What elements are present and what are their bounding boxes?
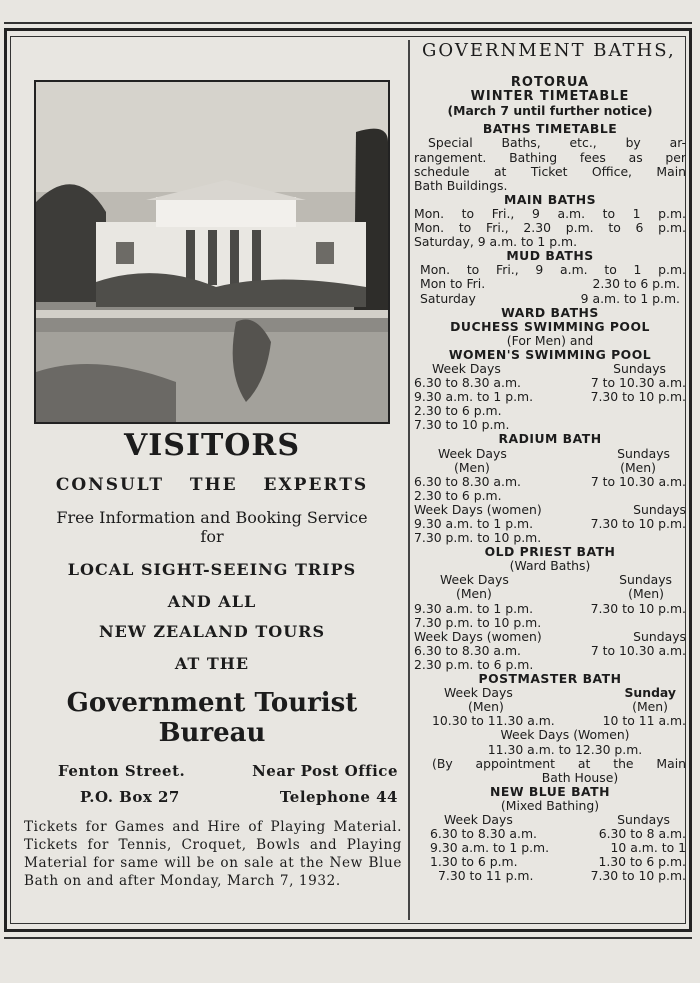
col-sub: (Men) [632, 699, 668, 715]
and-all: AND ALL [167, 592, 257, 611]
mud-baths-title: MUD BATHS [506, 248, 594, 264]
special-line-3: schedule at Ticket Office, Main [414, 163, 686, 179]
new-blue-weekday: 7.30 to 11 p.m. [438, 868, 534, 884]
col-sub: (Men) [456, 586, 492, 602]
pool-weekday: 2.30 to 6 p.m. [414, 403, 502, 419]
bureau-line-2: Bureau [158, 718, 266, 748]
new-blue-sub: (Mixed Bathing) [500, 797, 600, 813]
top-rule [4, 22, 692, 24]
new-blue-weekday: 9.30 a.m. to 1 p.m. [430, 840, 550, 856]
free-information: Free Information and Booking Service [56, 508, 368, 527]
new-blue-sunday: 7.30 to 10 p.m. [590, 868, 686, 884]
visitors-heading: VISITORS [123, 428, 301, 463]
main-baths-row: Mon. to Fri., 2.30 p.m. to 6 p.m. [414, 220, 686, 236]
duchess-pool-title: DUCHESS SWIMMING POOL [450, 318, 650, 334]
col-head: Week Days (women) [414, 501, 542, 517]
for-men-and: (For Men) and [506, 332, 594, 348]
column-divider [408, 40, 410, 920]
old-priest-weekday: 9.30 a.m. to 1 p.m. [414, 600, 534, 616]
new-blue-weekday: 1.30 to 6 p.m. [430, 854, 518, 870]
radium-bath-title: RADIUM BATH [498, 431, 602, 447]
new-blue-sunday: 10 a.m. to 1 [610, 840, 686, 856]
col-head: Sunday [624, 685, 676, 701]
col-head: Sundays [633, 501, 686, 517]
tickets-notice: Tickets for Games and Hire of Playing Material. Tickets for Tennis, Croquet, Bowls and Playing Material for same will be on sale at the New Blue Bath on and after Monday, March 7, 1932. [24, 819, 402, 889]
pool-sunday: 7.30 to 10 p.m. [590, 389, 686, 405]
location: ROTORUA [510, 75, 590, 91]
col-head: Sundays [613, 360, 666, 376]
special-line-1: Special Baths, etc., by ar- [428, 135, 686, 151]
col-head: Sundays [617, 811, 670, 827]
mud-days: Saturday [420, 290, 476, 306]
new-blue-title: NEW BLUE BATH [490, 783, 610, 799]
baths-timetable [414, 40, 686, 884]
radium-weekday: 6.30 to 8.30 a.m. [414, 473, 521, 489]
col-head: Week Days [440, 572, 509, 588]
radium-sunday: 7 to 10.30 a.m. [590, 473, 686, 489]
radium-women-weekday: 9.30 a.m. to 1 p.m. [414, 516, 534, 531]
special-line-2: rangement. Bathing fees as per [414, 149, 686, 165]
mud-hours: 9 a.m. to 1 p.m. [580, 290, 680, 306]
po-box: P.O. Box 27 [80, 788, 180, 806]
col-head: Sundays [633, 628, 686, 644]
old-priest-weekday: 7.30 p.m. to 10 p.m. [414, 614, 542, 630]
notice: (March 7 until further notice) [447, 103, 653, 119]
radium-women-sunday: 7.30 to 10 p.m. [590, 516, 686, 531]
postmaster-weekday: 10.30 to 11.30 a.m. [432, 713, 555, 729]
old-priest-title: OLD PRIEST BATH [484, 544, 616, 560]
winter-timetable: WINTER TIMETABLE [470, 89, 630, 105]
for-text: for [200, 527, 224, 546]
col-head: Week Days [438, 445, 507, 461]
mud-days: Mon to Fri. [420, 276, 486, 292]
main-baths-title: MAIN BATHS [503, 191, 597, 207]
new-blue-weekday: 6.30 to 8.30 a.m. [430, 826, 537, 842]
old-priest-sub: (Ward Baths) [509, 558, 591, 574]
pool-weekday: 9.30 a.m. to 1 p.m. [414, 389, 534, 405]
consult-experts: CONSULT THE EXPERTS [55, 475, 369, 495]
pool-weekday: 6.30 to 8.30 a.m. [414, 375, 521, 391]
new-blue-sunday: 6.30 to 8 a.m. [598, 826, 686, 842]
bottom-rule [4, 937, 692, 939]
main-baths-row: Saturday, 9 a.m. to 1 p.m. [414, 234, 578, 250]
special-line-4: Bath Buildings. [414, 177, 508, 193]
col-sub: (Men) [628, 586, 664, 602]
col-sub: (Men) [454, 459, 490, 475]
postmaster-sunday: 10 to 11 a.m. [602, 713, 686, 729]
main-baths-row: Mon. to Fri., 9 a.m. to 1 p.m. [414, 205, 686, 221]
bureau-address [58, 762, 408, 814]
col-head: Week Days [444, 685, 513, 701]
postmaster-title: POSTMASTER BATH [478, 671, 622, 687]
col-head: Sundays [619, 572, 672, 588]
postmaster-women-head: Week Days (Women) [500, 727, 630, 743]
mud-hours: 2.30 to 6 p.m. [592, 276, 680, 292]
address-street: Fenton Street. [58, 762, 186, 780]
telephone: Telephone 44 [279, 788, 398, 806]
new-blue-sunday: 1.30 to 6 p.m. [598, 854, 686, 870]
radium-women-weekday: 7.30 p.m. to 10 p.m. [414, 530, 542, 546]
old-priest-women-weekday: 6.30 to 8.30 a.m. [414, 642, 521, 658]
col-sub: (Men) [468, 699, 504, 715]
old-priest-women-weekday: 2.30 p.m. to 6 p.m. [414, 656, 534, 672]
postmaster-women-row: 11.30 a.m. to 12.30 p.m. [487, 741, 643, 757]
bureau-name [20, 688, 404, 748]
at-the: AT THE [174, 654, 250, 673]
mud-baths-row: Mon. to Fri., 9 a.m. to 1 p.m. [420, 262, 686, 278]
masthead: GOVERNMENT BATHS, [422, 40, 676, 61]
old-priest-women-sunday: 7 to 10.30 a.m. [590, 642, 686, 658]
bath-house-photo [34, 80, 390, 424]
col-head: Sundays [617, 445, 670, 461]
nz-tours: NEW ZEALAND TOURS [98, 622, 326, 641]
col-sub: (Men) [620, 459, 656, 475]
col-head: Week Days (women) [414, 628, 542, 644]
col-head: Week Days [432, 360, 501, 376]
baths-timetable-heading: BATHS TIMETABLE [482, 121, 618, 137]
visitors-advertisement [20, 428, 404, 748]
col-head: Week Days [444, 811, 513, 827]
appointment-line-2: Bath House) [541, 769, 619, 785]
ward-baths-title: WARD BATHS [501, 304, 599, 320]
address-near: Near Post Office [252, 762, 398, 780]
local-trips: LOCAL SIGHT-SEEING TRIPS [67, 560, 357, 579]
old-priest-sunday: 7.30 to 10 p.m. [590, 600, 686, 616]
pool-sunday: 7 to 10.30 a.m. [590, 375, 686, 391]
appointment-line-1: (By appointment at the Main [432, 755, 686, 771]
pool-weekday: 7.30 to 10 p.m. [414, 417, 510, 433]
radium-weekday: 2.30 to 6 p.m. [414, 487, 502, 503]
womens-pool-title: WOMEN'S SWIMMING POOL [448, 346, 652, 362]
bureau-line-1: Government Tourist [66, 688, 358, 718]
